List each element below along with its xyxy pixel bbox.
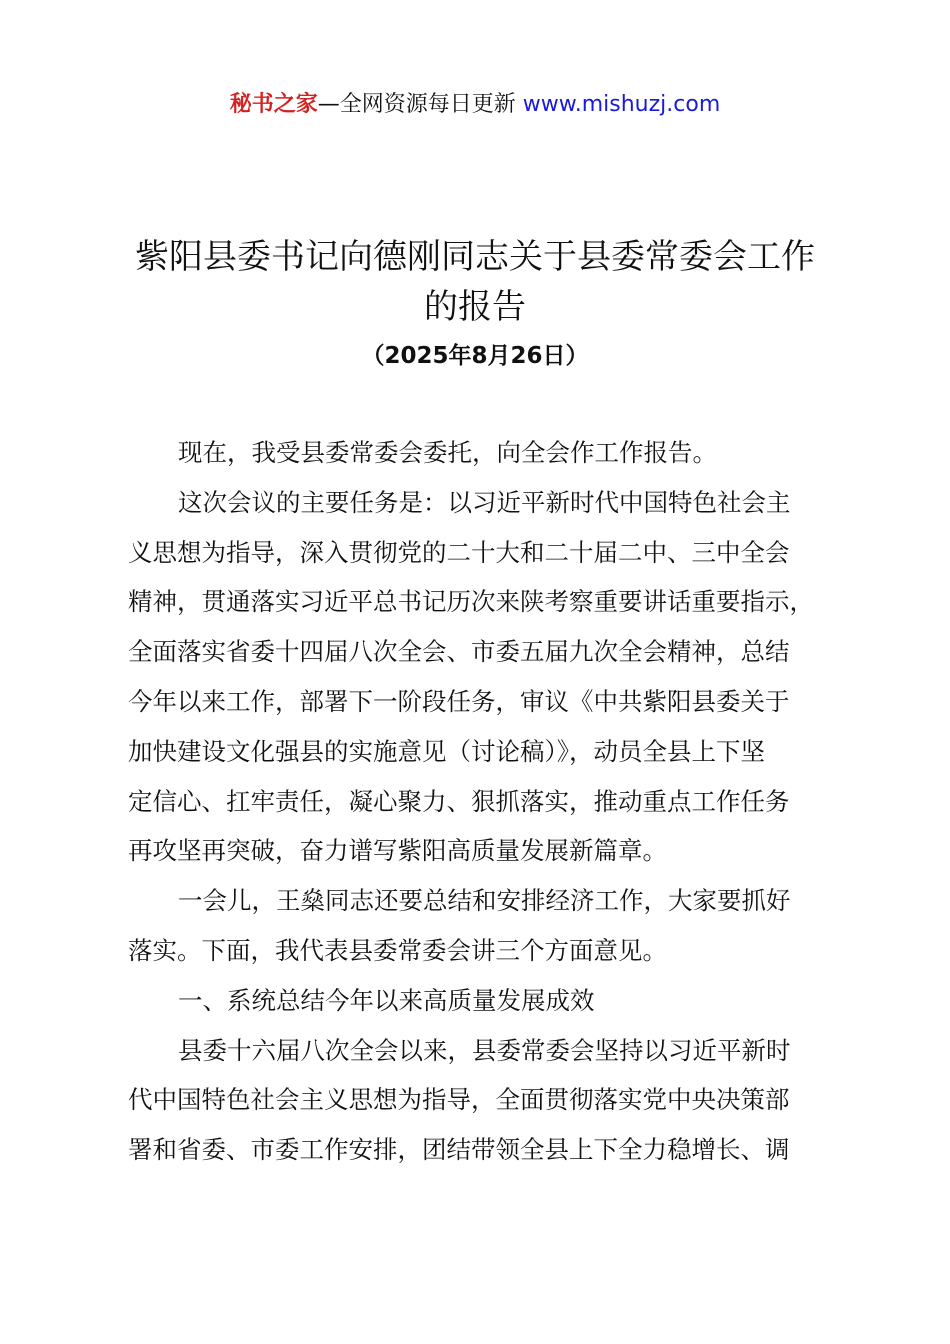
body-line: 代中国特色社会主义思想为指导，全面贯彻落实党中央决策部 bbox=[128, 1085, 790, 1115]
body-line: 县委十六届八次全会以来，县委常委会坚持以习近平新时 bbox=[178, 1035, 791, 1065]
body-line: 全面落实省委十四届八次全会、市委五届九次全会精神，总结 bbox=[128, 637, 790, 667]
title-line-2: 的报告 bbox=[424, 287, 526, 327]
body-line: 落实。下面，我代表县委常委会讲三个方面意见。 bbox=[128, 935, 667, 965]
body-line: 现在，我受县委常委会委托，向全会作工作报告。 bbox=[178, 438, 717, 467]
site-header bbox=[0, 90, 950, 120]
body-line: 今年以来工作，部署下一阶段任务，审议《中共紫阳县委关于 bbox=[128, 686, 790, 716]
document-date: （2025年8月26日） bbox=[361, 343, 589, 369]
title-line-1: 紫阳县委书记向德刚同志关于县委常委会工作 bbox=[135, 237, 815, 277]
site-url-link[interactable]: www.mishuzj.com bbox=[522, 92, 721, 117]
brand-name: 秘书之家 bbox=[229, 92, 318, 117]
document-body bbox=[128, 428, 840, 1175]
document-title bbox=[100, 232, 850, 332]
body-line: 义思想为指导，深入贯彻党的二十大和二十届二中、三中全会 bbox=[128, 537, 790, 567]
body-line: 署和省委、市委工作安排，团结带领全县上下全力稳增长、调 bbox=[128, 1135, 790, 1165]
body-line: 加快建设文化强县的实施意见（讨论稿）》，动员全县上下坚 bbox=[128, 736, 765, 766]
body-line: 再攻坚再突破，奋力谱写紫阳高质量发展新篇章。 bbox=[128, 836, 667, 866]
header-tagline: —全网资源每日更新 bbox=[317, 92, 523, 117]
body-line: 精神，贯通落实习近平总书记历次来陕考察重要讲话重要指示， bbox=[128, 587, 814, 617]
body-line: 一会儿，王燊同志还要总结和安排经济工作，大家要抓好 bbox=[178, 886, 791, 916]
body-line: 定信心、扛牢责任，凝心聚力、狠抓落实，推动重点工作任务 bbox=[128, 786, 790, 816]
section-heading: 一、系统总结今年以来高质量发展成效 bbox=[178, 985, 595, 1015]
body-line: 这次会议的主要任务是：以习近平新时代中国特色社会主 bbox=[178, 487, 791, 517]
